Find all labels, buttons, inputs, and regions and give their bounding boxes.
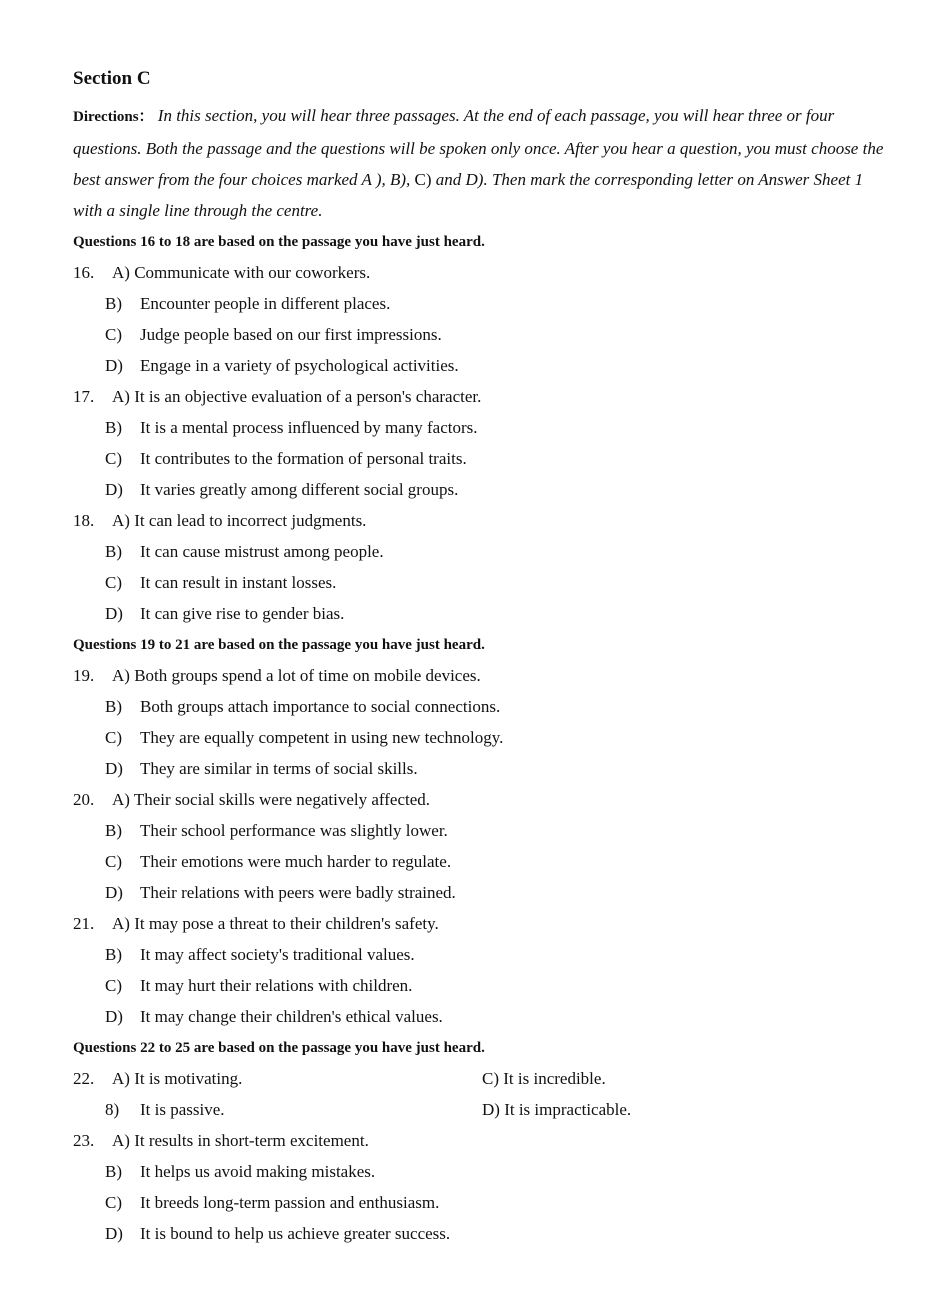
option-c-letter: C) — [105, 976, 122, 995]
option-d: Engage in a variety of psychological activities. — [140, 356, 459, 375]
question-line-c — [73, 970, 888, 1001]
question-line-d — [73, 350, 888, 381]
question-line-d — [73, 598, 888, 629]
option-a: A) Communicate with our coworkers. — [112, 263, 371, 282]
option-a: A) It results in short-term excitement. — [112, 1131, 369, 1150]
option-d-letter: D) — [105, 356, 123, 375]
question-line-b — [73, 815, 888, 846]
option-b-letter: B) — [105, 294, 122, 313]
option-b-letter: B) — [105, 821, 122, 840]
option-b-letter: B) — [105, 418, 122, 437]
section-title: Section C — [73, 68, 151, 89]
question-line-c — [73, 722, 888, 753]
question-line-a — [73, 257, 888, 288]
option-b: It may affect society's traditional values. — [140, 945, 415, 964]
option-d-letter: D) — [105, 480, 123, 499]
question-18 — [73, 505, 888, 629]
question-22 — [73, 1063, 888, 1125]
option-d-letter: D) — [105, 604, 123, 623]
question-line-a — [73, 381, 888, 412]
option-b-letter: B) — [105, 542, 122, 561]
question-line-c — [73, 567, 888, 598]
question-17 — [73, 381, 888, 505]
question-line-d — [73, 474, 888, 505]
option-b-letter: B) — [105, 945, 122, 964]
question-number: 16. — [73, 263, 95, 282]
group-heading: Questions 22 to 25 are based on the passage you have just heard. — [73, 1040, 485, 1056]
option-c: It may hurt their relations with children. — [140, 976, 413, 995]
question-20 — [73, 784, 888, 908]
directions-text-3: and D). Then mark the corresponding letter on Answer Sheet 1 with a single line through the centre. — [73, 170, 864, 220]
option-b: It helps us avoid making mistakes. — [140, 1162, 376, 1181]
option-b: Encounter people in different places. — [140, 294, 391, 313]
option-c: C) It is incredible. — [482, 1069, 606, 1088]
option-b-letter: 8) — [105, 1100, 120, 1119]
option-d-letter: D) — [105, 1007, 123, 1026]
group-heading: Questions 19 to 21 are based on the passage you have just heard. — [73, 637, 485, 653]
option-a: A) It may pose a threat to their children's safety. — [112, 914, 439, 933]
question-19 — [73, 660, 888, 784]
question-line-b-d — [73, 1094, 888, 1125]
option-c: It contributes to the formation of personal traits. — [140, 449, 467, 468]
option-b-letter: B) — [105, 1162, 122, 1181]
option-d: Their relations with peers were badly strained. — [140, 883, 456, 902]
option-d-letter: D) — [105, 1224, 123, 1243]
question-line-c — [73, 319, 888, 350]
question-line-d — [73, 877, 888, 908]
question-number: 21. — [73, 914, 95, 933]
question-line-c — [73, 443, 888, 474]
option-d-letter: D) — [105, 759, 123, 778]
question-line-b — [73, 412, 888, 443]
directions-text-1: In this section, you will hear three passages. At the end of each passage, you will hear three or four questions. Both the passage and the questions will be spoken only once. After you hear a question, you must choose the best answer from the four choices marked A ), B), — [73, 106, 884, 189]
question-line-d — [73, 1001, 888, 1032]
option-a: A) Both groups spend a lot of time on mobile devices. — [112, 666, 481, 685]
option-c: It breeds long-term passion and enthusiasm. — [140, 1193, 440, 1212]
question-number: 23. — [73, 1131, 95, 1150]
question-16 — [73, 257, 888, 381]
option-a: A) It is an objective evaluation of a person's character. — [112, 387, 482, 406]
question-21 — [73, 908, 888, 1032]
question-line-a-c — [73, 1063, 888, 1094]
option-d-letter: D) — [105, 883, 123, 902]
option-a: A) It can lead to incorrect judgments. — [112, 511, 367, 530]
question-number: 18. — [73, 511, 95, 530]
directions-text-2: C) — [410, 170, 432, 189]
question-line-a — [73, 908, 888, 939]
question-23 — [73, 1125, 888, 1249]
group-heading: Questions 16 to 18 are based on the passage you have just heard. — [73, 234, 485, 250]
option-c: It can result in instant losses. — [140, 573, 337, 592]
option-c-letter: C) — [105, 852, 122, 871]
question-line-a — [73, 784, 888, 815]
question-line-a — [73, 660, 888, 691]
option-b: It is passive. — [140, 1100, 225, 1119]
question-line-b — [73, 536, 888, 567]
directions-label: Directions： — [73, 109, 154, 125]
option-c-letter: C) — [105, 449, 122, 468]
option-c: Their emotions were much harder to regulate. — [140, 852, 452, 871]
option-a: A) Their social skills were negatively affected. — [112, 790, 431, 809]
option-d: They are similar in terms of social skills. — [140, 759, 418, 778]
question-line-d — [73, 753, 888, 784]
question-line-b — [73, 1156, 888, 1187]
question-number: 20. — [73, 790, 95, 809]
question-number: 22. — [73, 1069, 95, 1088]
question-line-c — [73, 1187, 888, 1218]
option-d: It is bound to help us achieve greater success. — [140, 1224, 451, 1243]
option-c-letter: C) — [105, 728, 122, 747]
option-b: It can cause mistrust among people. — [140, 542, 384, 561]
exam-page — [73, 64, 888, 1249]
question-line-b — [73, 691, 888, 722]
option-b: It is a mental process influenced by many factors. — [140, 418, 478, 437]
question-line-d — [73, 1218, 888, 1249]
option-b: Both groups attach importance to social connections. — [140, 697, 501, 716]
option-c: Judge people based on our first impressions. — [140, 325, 442, 344]
question-number: 19. — [73, 666, 95, 685]
question-line-c — [73, 846, 888, 877]
option-d: It can give rise to gender bias. — [140, 604, 345, 623]
question-line-a — [73, 1125, 888, 1156]
directions — [73, 100, 888, 226]
option-c: They are equally competent in using new technology. — [140, 728, 504, 747]
option-b-letter: B) — [105, 697, 122, 716]
option-c-letter: C) — [105, 325, 122, 344]
option-d: D) It is impracticable. — [482, 1100, 632, 1119]
option-a: A) It is motivating. — [112, 1069, 243, 1088]
option-c-letter: C) — [105, 573, 122, 592]
question-line-b — [73, 288, 888, 319]
question-line-a — [73, 505, 888, 536]
option-d: It varies greatly among different social groups. — [140, 480, 459, 499]
option-d: It may change their children's ethical values. — [140, 1007, 443, 1026]
question-line-b — [73, 939, 888, 970]
option-b: Their school performance was slightly lower. — [140, 821, 448, 840]
question-number: 17. — [73, 387, 95, 406]
option-c-letter: C) — [105, 1193, 122, 1212]
